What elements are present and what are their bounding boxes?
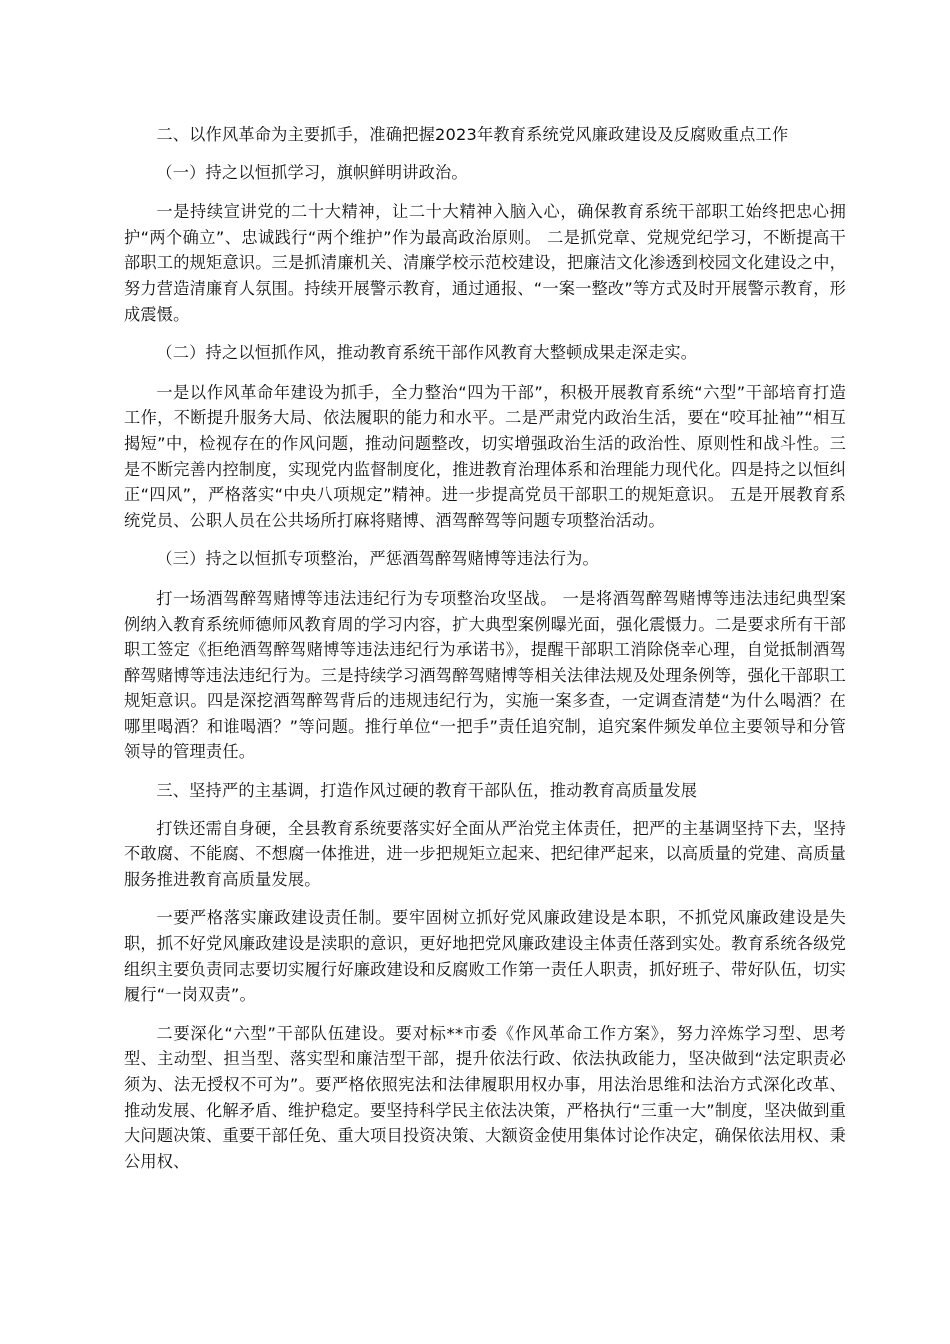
subsection-3-body: 打一场酒驾醉驾赌博等违法违纪行为专项整治攻坚战。 一是将酒驾醉驾赌博等违法违纪典型案例纳入教育系统师德师风教育周的学习内容，扩大典型案例曝光面，强化震慑力。二是要求所有干部职工签定《拒绝酒驾醉驾赌博等违法违纪行为承诺书》，提醒干部职工消除侥幸心理，自觉抵制酒驾醉驾赌博等违法违纪行为。三是持续学习酒驾醉驾赌博等相关法律法规及处理条例等，强化干部职工规矩意识。四是深挖酒驾醉驾背后的违规违纪行为，实施一案多查，一定调查清楚“为什么喝酒？在哪里喝酒？和谁喝酒？”等问题。推行单位“一把手”责任追究制，追究案件频发单位主要领导和分管领导的管理责任。: [124, 588, 846, 762]
section-3-point-2: 二要深化“六型”干部队伍建设。要对标**市委《作风革命工作方案》，努力淬炼学习型、思考型、主动型、担当型、落实型和廉洁型干部，提升依法行政、依法执政能力，坚决做到“法定职责必须为、法无授权不可为”。要严格依照宪法和法律履职用权办事，用法治思维和法治方式深化改革、推动发展、化解矛盾、维护稳定。要坚持科学民主依法决策，严格执行“三重一大”制度，坚决做到重大问题决策、重要干部任免、重大项目投资决策、大额资金使用集体讨论作决定，确保依法用权、秉公用权、: [124, 1023, 846, 1171]
section-3-intro: 打铁还需自身硬，全县教育系统要落实好全面从严治党主体责任，把严的主基调坚持下去，坚持不敢腐、不能腐、不想腐一体推进，进一步把规矩立起来、把纪律严起来，以高质量的党建、高质量服务推进教育高质量发展。: [124, 818, 846, 889]
subsection-2-body: 一是以作风革命年建设为抓手，全力整治“四为干部”，积极开展教育系统“六型”干部培育打造工作，不断提升服务大局、依法履职的能力和水平。二是严肃党内政治生活，要在“咬耳扯袖”“相互揭短”中，检视存在的作风问题，推动问题整改，切实增强政治生活的政治性、原则性和战斗性。三是不断完善内控制度，实现党内监督制度化，推进教育治理体系和治理能力现代化。四是持之以恒纠正“四风”，严格落实“中央八项规定”精神。进一步提高党员干部职工的规矩意识。 五是开展教育系统党员、公职人员在公共场所打麻将赌博、酒驾醉驾等问题专项整治活动。: [124, 382, 846, 530]
section-3-point-1: 一要严格落实廉政建设责任制。要牢固树立抓好党风廉政建设是本职，不抓党风廉政建设是失职，抓不好党风廉政建设是渎职的意识，更好地把党风廉政建设主体责任落到实处。教育系统各级党组织主要负责同志要切实履行好廉政建设和反腐败工作第一责任人职责，抓好班子、带好队伍，切实履行“一岗双责”。: [124, 908, 846, 1005]
section-2-heading: 二、以作风革命为主要抓手，准确把握2023年教育系统党风廉政建设及反腐败重点工作: [156, 125, 789, 144]
subsection-1-title: （一）持之以恒抓学习，旗帜鲜明讲政治。: [156, 162, 468, 182]
subsection-1-body: 一是持续宣讲党的二十大精神，让二十大精神入脑入心，确保教育系统干部职工始终把忠心拥护“两个确立”、忠诚践行“两个维护”作为最高政治原则。 二是抓党章、党规党纪学习，不断提高干部职工的规矩意识。三是抓清廉机关、清廉学校示范校建设，把廉洁文化渗透到校园文化建设之中，努力营造清廉育人氛围。持续开展警示教育，通过通报、“一案一整改”等方式及时开展警示教育，形成震慑。: [124, 202, 846, 324]
subsection-3-title: （三）持之以恒抓专项整治，严惩酒驾醉驾赌博等违法行为。: [156, 549, 599, 569]
section-3-heading: 三、坚持严的主基调，打造作风过硬的教育干部队伍，推动教育高质量发展: [156, 781, 698, 801]
subsection-2-title: （二）持之以恒抓作风，推动教育系统干部作风教育大整顿成果走深走实。: [156, 343, 698, 363]
